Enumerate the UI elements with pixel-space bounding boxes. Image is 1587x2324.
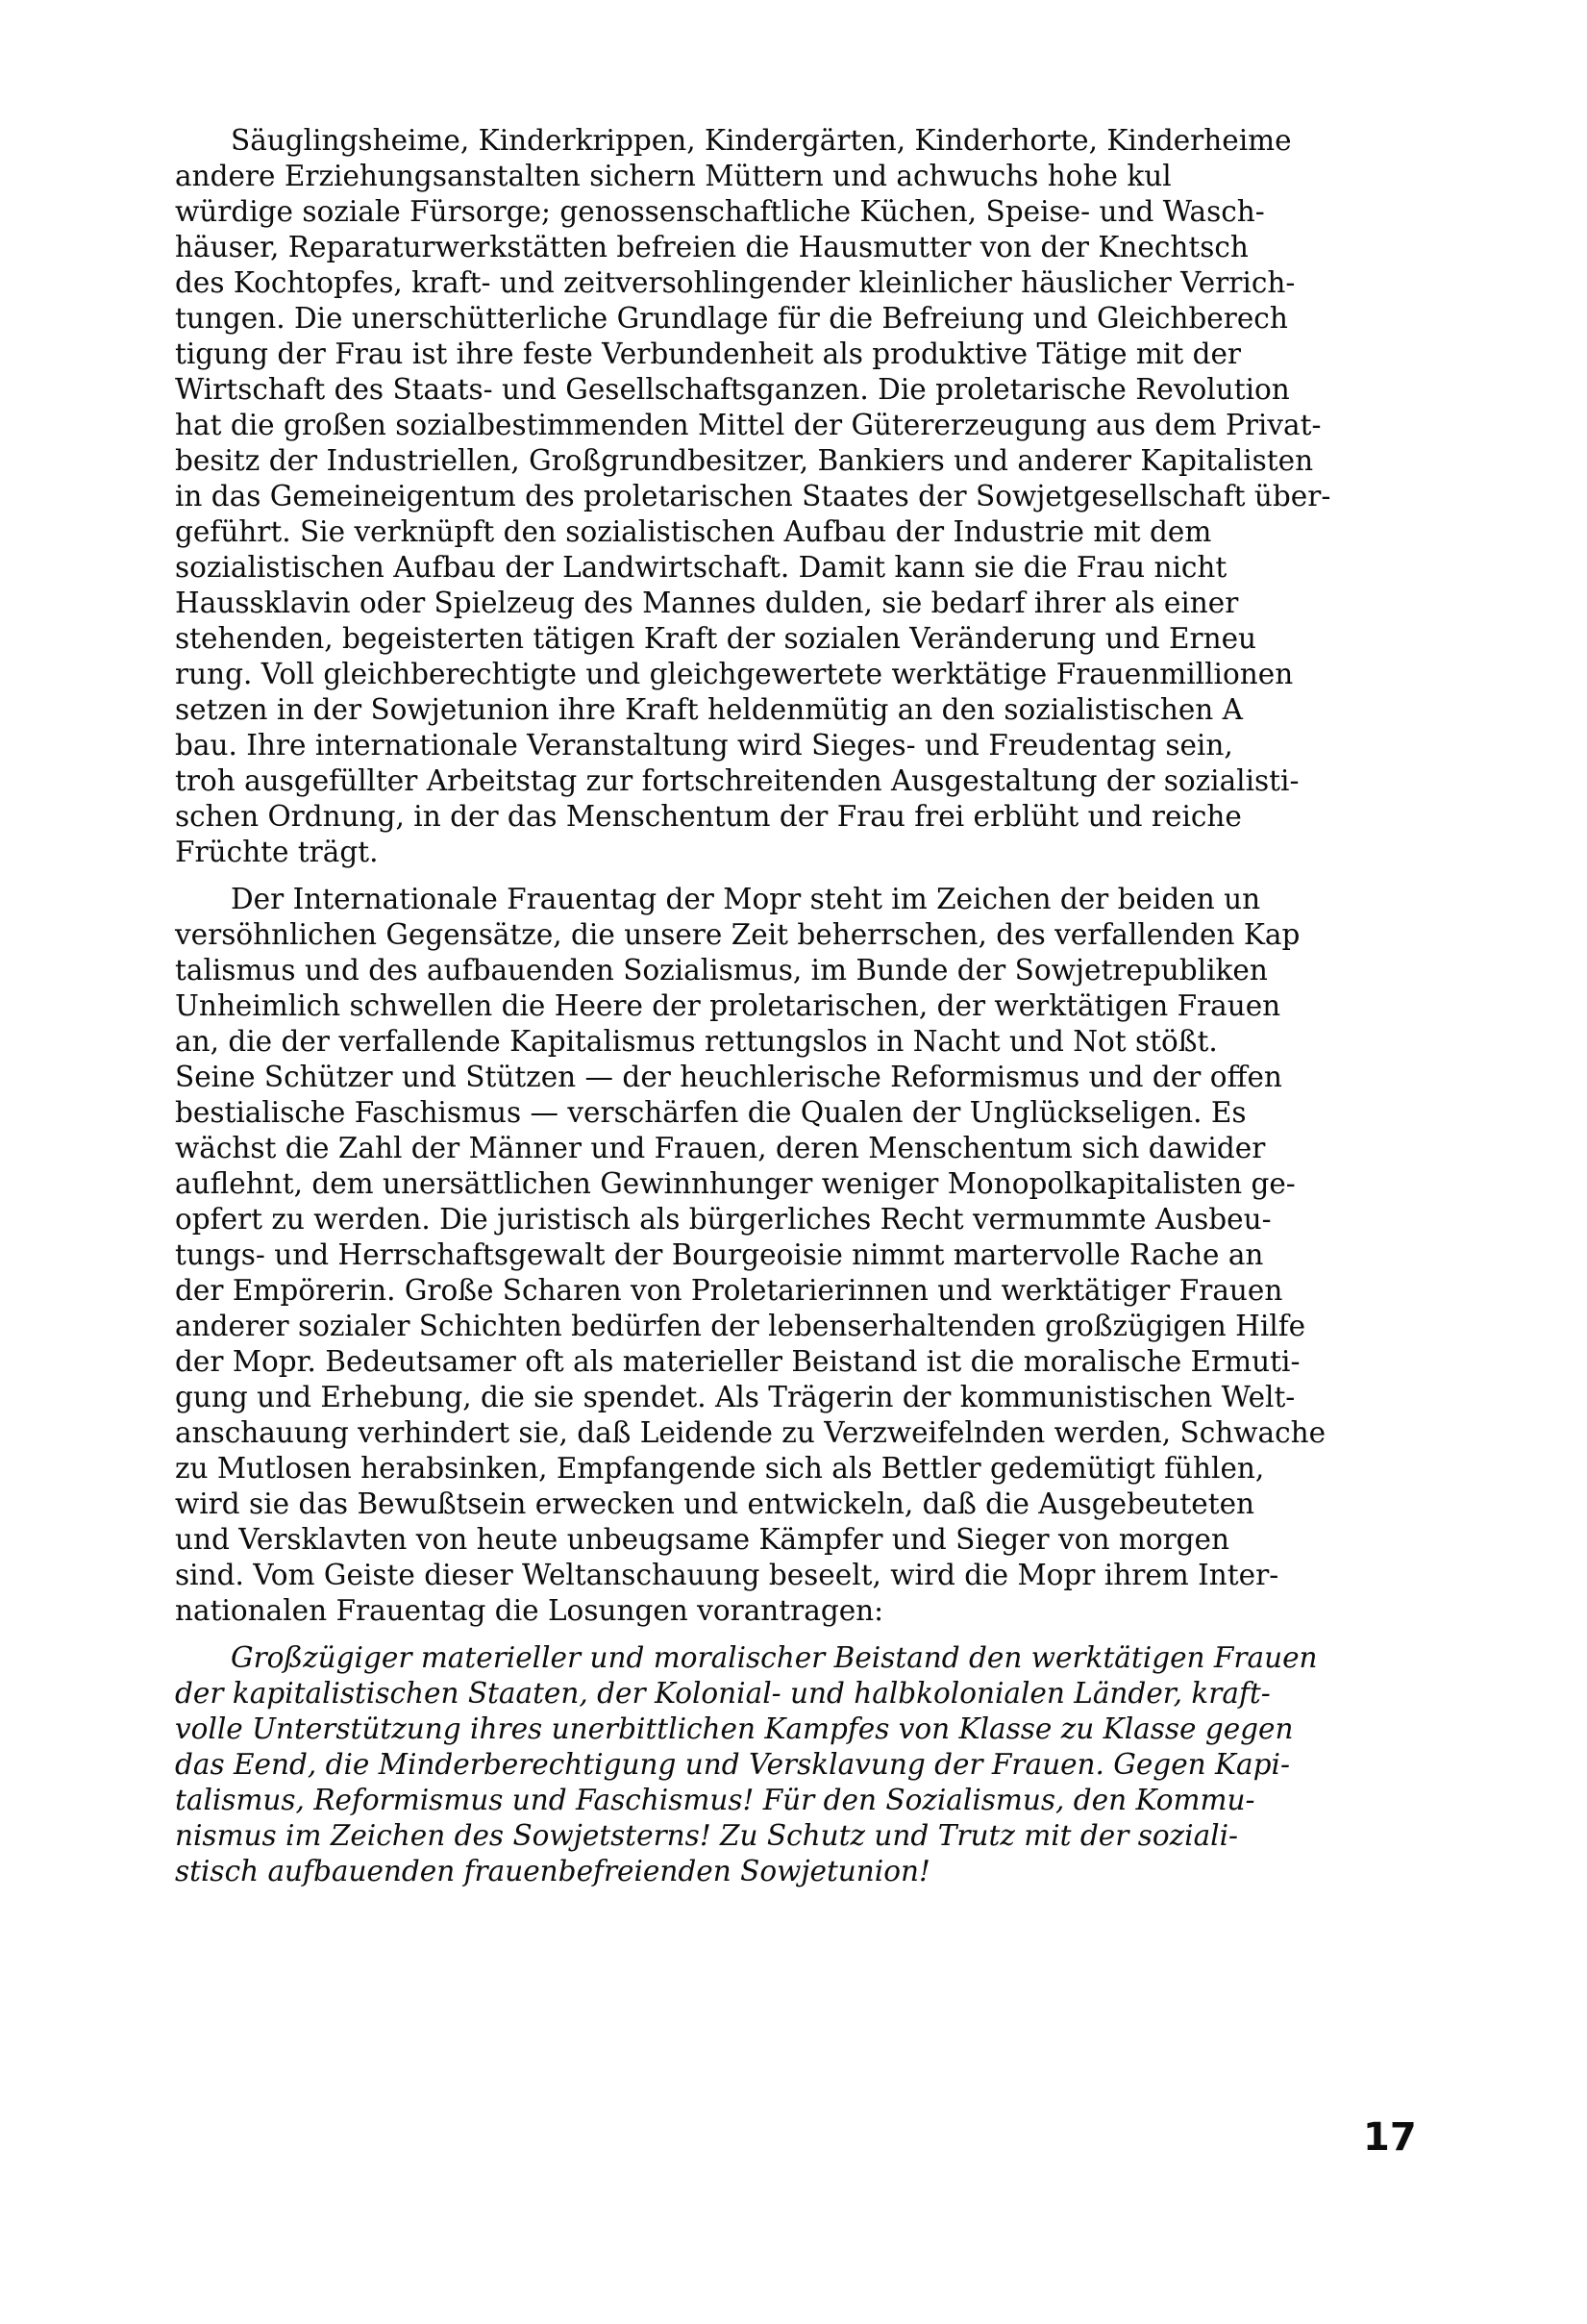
text-line: zu Mutlosen herabsinken, Empfangende sich als Bettler gedemütigt fühlen, bbox=[175, 1452, 1265, 1485]
text-line: auflehnt, dem unersättlichen Gewinnhunger weniger Monopolkapitalisten ge- bbox=[175, 1167, 1296, 1200]
text-line: Seine Schützer und Stützen — der heuchlerische Reformismus und der offen bbox=[175, 1061, 1282, 1093]
text-line: tigung der Frau ist ihre feste Verbundenheit als produktive Tätige mit der bbox=[175, 337, 1242, 370]
text-line: nismus im Zeichen des Sowjetsterns! Zu Schutz und Trutz mit der soziali- bbox=[175, 1819, 1239, 1852]
paragraph bbox=[175, 123, 1442, 870]
text-line: des Kochtopfes, kraft- und zeitversohlingender kleinlicher häuslicher Verrich- bbox=[175, 266, 1296, 299]
text-line: talismus, Reformismus und Faschismus! Für den Sozialismus, den Kommu- bbox=[175, 1784, 1255, 1816]
text-line: würdige soziale Fürsorge; genossenschaftliche Küchen, Speise- und Wasch- bbox=[175, 195, 1265, 228]
text-line: Haussklavin oder Spielzeug des Mannes dulden, sie bedarf ihrer als einer bbox=[175, 587, 1239, 619]
text-line: der Empörerin. Große Scharen von Proletarierinnen und werktätiger Frauen bbox=[175, 1274, 1283, 1307]
text-line: tungen. Die unerschütterliche Grundlage für die Befreiung und Gleichberech bbox=[175, 302, 1288, 335]
text-line: Früchte trägt. bbox=[175, 836, 379, 868]
text-line: rung. Voll gleichberechtigte und gleichgewertete werktätige Frauenmillionen bbox=[175, 658, 1294, 690]
text-line: häuser, Reparaturwerkstätten befreien die Hausmutter von der Knechtsch bbox=[175, 231, 1249, 263]
text-line: bestialische Faschismus — verschärfen die Qualen der Unglückseligen. Es bbox=[175, 1096, 1247, 1129]
page-number: 17 bbox=[1363, 2115, 1417, 2160]
text-line: hat die großen sozialbestimmenden Mittel der Gütererzeugung aus dem Privat- bbox=[175, 409, 1322, 441]
text-line: geführt. Sie verknüpft den sozialistischen Aufbau der Industrie mit dem bbox=[175, 515, 1212, 548]
text-line: stisch aufbauenden frauenbefreienden Sowjetunion! bbox=[175, 1855, 930, 1887]
text-line: gung und Erhebung, die sie spendet. Als Trägerin der kommunistischen Welt- bbox=[175, 1381, 1296, 1413]
text-line: das Eend, die Minderberechtigung und Versklavung der Frauen. Gegen Kapi- bbox=[175, 1748, 1290, 1781]
text-line: Säuglingsheime, Kinderkrippen, Kindergärten, Kinderhorte, Kinderheime bbox=[231, 124, 1292, 157]
text-line: sind. Vom Geiste dieser Weltanschauung beseelt, wird die Mopr ihrem Inter- bbox=[175, 1559, 1279, 1591]
text-line: anschauung verhindert sie, daß Leidende zu Verzweifelnden werden, Schwache bbox=[175, 1416, 1327, 1449]
text-line: wird sie das Bewußtsein erwecken und entwickeln, daß die Ausgebeuteten bbox=[175, 1487, 1255, 1520]
text-line: versöhnlichen Gegensätze, die unsere Zeit beherrschen, des verfallenden Kap bbox=[175, 918, 1301, 951]
text-line: bau. Ihre internationale Veranstaltung wird Sieges- und Freudentag sein, bbox=[175, 729, 1233, 762]
text-line: stehenden, begeisterten tätigen Kraft der sozialen Veränderung und Erneu bbox=[175, 622, 1257, 655]
paragraph bbox=[175, 882, 1442, 1629]
text-line: Unheimlich schwellen die Heere der proletarischen, der werktätigen Frauen bbox=[175, 989, 1281, 1022]
text-line: tungs- und Herrschaftsgewalt der Bourgeoisie nimmt martervolle Rache an bbox=[175, 1238, 1264, 1271]
text-line: Großzügiger materieller und moralischer Beistand den werktätigen Frauen bbox=[231, 1641, 1318, 1674]
text-line: nationalen Frauentag die Losungen vorantragen: bbox=[175, 1594, 884, 1627]
paragraph-gap bbox=[175, 870, 1442, 882]
text-line: in das Gemeineigentum des proletarischen Staates der Sowjetgesellschaft über- bbox=[175, 480, 1331, 512]
text-line: und Versklavten von heute unbeugsame Kämpfer und Sieger von morgen bbox=[175, 1523, 1230, 1556]
paragraph-gap bbox=[175, 1629, 1442, 1640]
text-line: anderer sozialer Schichten bedürfen der lebenserhaltenden großzügigen Hilfe bbox=[175, 1310, 1306, 1342]
text-line: setzen in der Sowjetunion ihre Kraft heldenmütig an den sozialistischen A bbox=[175, 693, 1243, 726]
text-line: troh ausgefüllter Arbeitstag zur fortschreitenden Ausgestaltung der sozialisti- bbox=[175, 764, 1300, 797]
text-line: andere Erziehungsanstalten sichern Müttern und achwuchs hohe kul bbox=[175, 160, 1172, 192]
text-line: an, die der verfallende Kapitalismus rettungslos in Nacht und Not stößt. bbox=[175, 1025, 1218, 1058]
text-line: volle Unterstützung ihres unerbittlichen Kampfes von Klasse zu Klasse gegen bbox=[175, 1712, 1294, 1745]
text-line: sozialistischen Aufbau der Landwirtschaft. Damit kann sie die Frau nicht bbox=[175, 551, 1227, 584]
text-line: wächst die Zahl der Männer und Frauen, deren Menschentum sich dawider bbox=[175, 1132, 1266, 1164]
text-line: Der Internationale Frauentag der Mopr steht im Zeichen der beiden un bbox=[231, 883, 1261, 915]
slogan-paragraph bbox=[175, 1640, 1442, 1889]
text-line: besitz der Industriellen, Großgrundbesitzer, Bankiers und anderer Kapitalisten bbox=[175, 444, 1314, 477]
body-text bbox=[175, 123, 1442, 1889]
text-line: der Mopr. Bedeutsamer oft als materieller Beistand ist die moralische Ermuti- bbox=[175, 1345, 1301, 1378]
text-line: schen Ordnung, in der das Menschentum der Frau frei erblüht und reiche bbox=[175, 800, 1242, 833]
text-line: opfert zu werden. Die juristisch als bürgerliches Recht vermummte Ausbeu- bbox=[175, 1203, 1272, 1236]
text-line: Wirtschaft des Staats- und Gesellschaftsganzen. Die proletarische Revolution bbox=[175, 373, 1290, 406]
text-line: talismus und des aufbauenden Sozialismus, im Bunde der Sowjetrepubliken bbox=[175, 954, 1268, 987]
text-line: der kapitalistischen Staaten, der Kolonial- und halbkolonialen Länder, kraft- bbox=[175, 1677, 1271, 1710]
